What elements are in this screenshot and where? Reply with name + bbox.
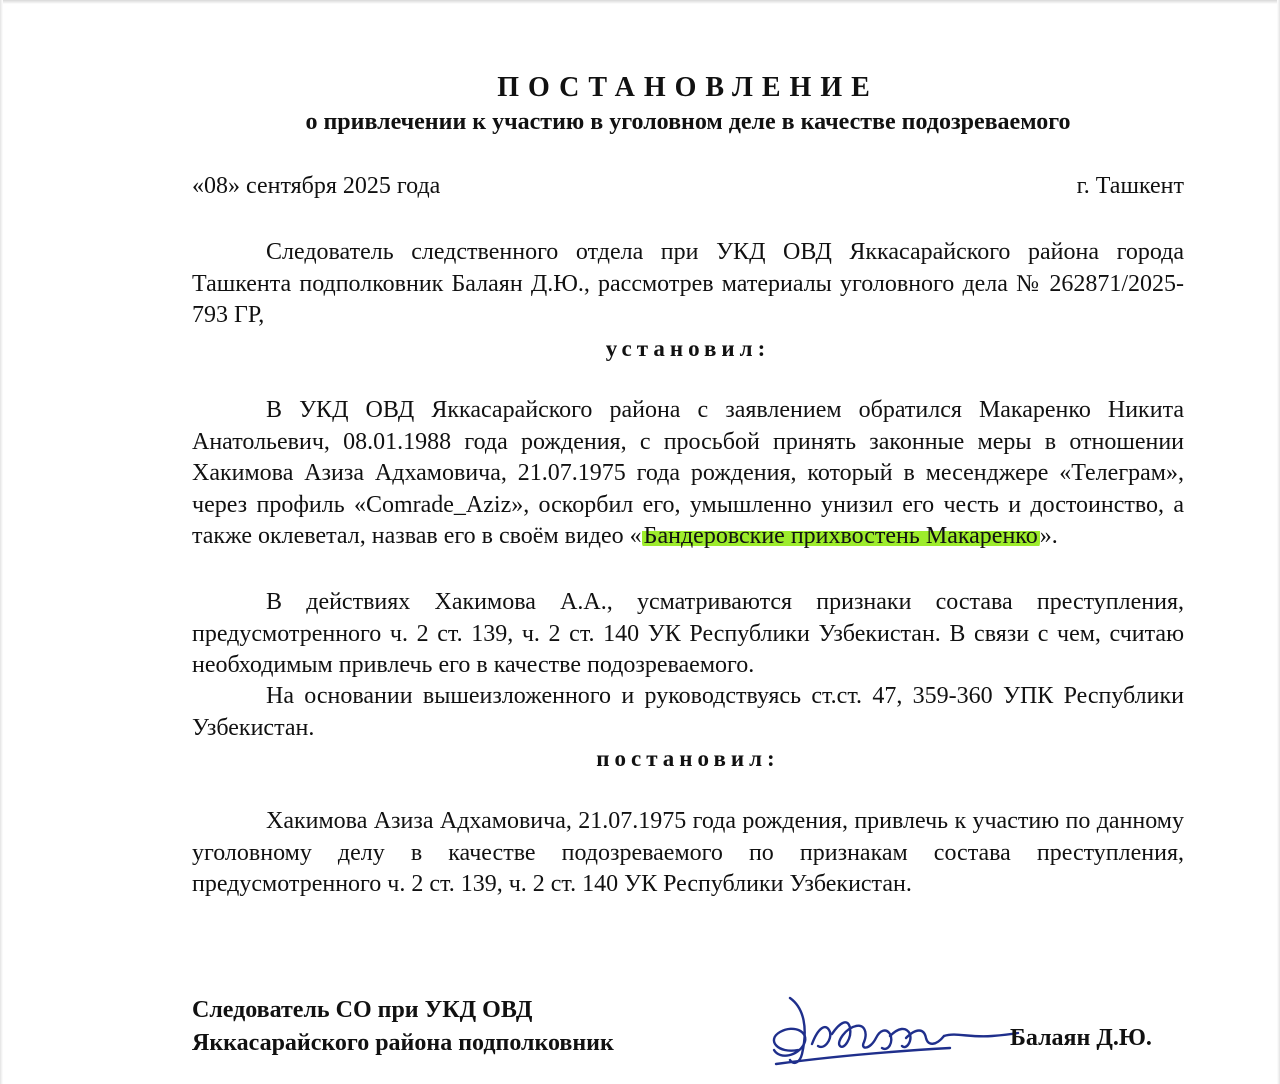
document-page [192,0,1184,1084]
heading-resolved: постановил: [596,746,780,771]
statement-text: В УКД ОВД Яккасарайского района с заявлением обратился Макаренко Никита Анатольевич, 08.01.1988 года рождения, с просьбой принять законные меры в отношении Хакимова Азиза Адхамовича, 21.07.1975 года рождения, который в месенджере «Телеграм», через профиль «Comrade_Aziz», оскорбил его, умышленно унизил его честь и достоинство, а также оклеветал, назвав его в своём видео « [192,397,1184,549]
statement-paragraph [192,395,1184,553]
signatory-position-line1: Следователь СО при УКД ОВД [192,997,533,1023]
dateline [192,173,1184,200]
document-subtitle: о привлечении к участию в уголовном деле в качестве подозреваемого [305,109,1071,135]
signatory-name: Балаян Д.Ю. [1010,1025,1152,1051]
handwritten-signature [760,988,1020,1078]
document-date: «08» сентября 2025 года [192,173,441,199]
page-edge-left [0,0,3,1084]
intro-paragraph: Следователь следственного отдела при УКД ОВД Яккасарайского района города Ташкента подполковник Балаян Д.Ю., рассмотрев материалы уголовного дела № 262871/2025-793 ГР, [192,239,1184,328]
signatory-position-line2: Яккасарайского района подполковник [192,1030,614,1056]
statement-text-end: ». [1039,523,1058,549]
document-city: г. Ташкент [1076,173,1184,199]
heading-established: установил: [605,336,771,361]
resolution-paragraph: Хакимова Азиза Адхамовича, 21.07.1975 года рождения, привлечь к участию по данному уголовному делу в качестве подозреваемого по признакам состава преступления, предусмотренного ч. 2 ст. 139, ч. 2 ст. 140 УК Республики Узбекистан. [192,808,1184,897]
basis-paragraph: На основании вышеизложенного и руководствуясь ст.ст. 47, 359-360 УПК Республики Узбекистан. [192,683,1184,741]
findings-paragraph: В действиях Хакимова А.А., усматриваются признаки состава преступления, предусмотренного ч. 2 ст. 139, ч. 2 ст. 140 УК Республики Узбекистан. В связи с чем, считаю необходимым привлечь его в качестве подозреваемого. [192,589,1184,678]
document-title: ПОСТАНОВЛЕНИЕ [497,72,879,103]
highlighted-quote: Бандеровские прихвостень Макаренко [643,523,1038,549]
